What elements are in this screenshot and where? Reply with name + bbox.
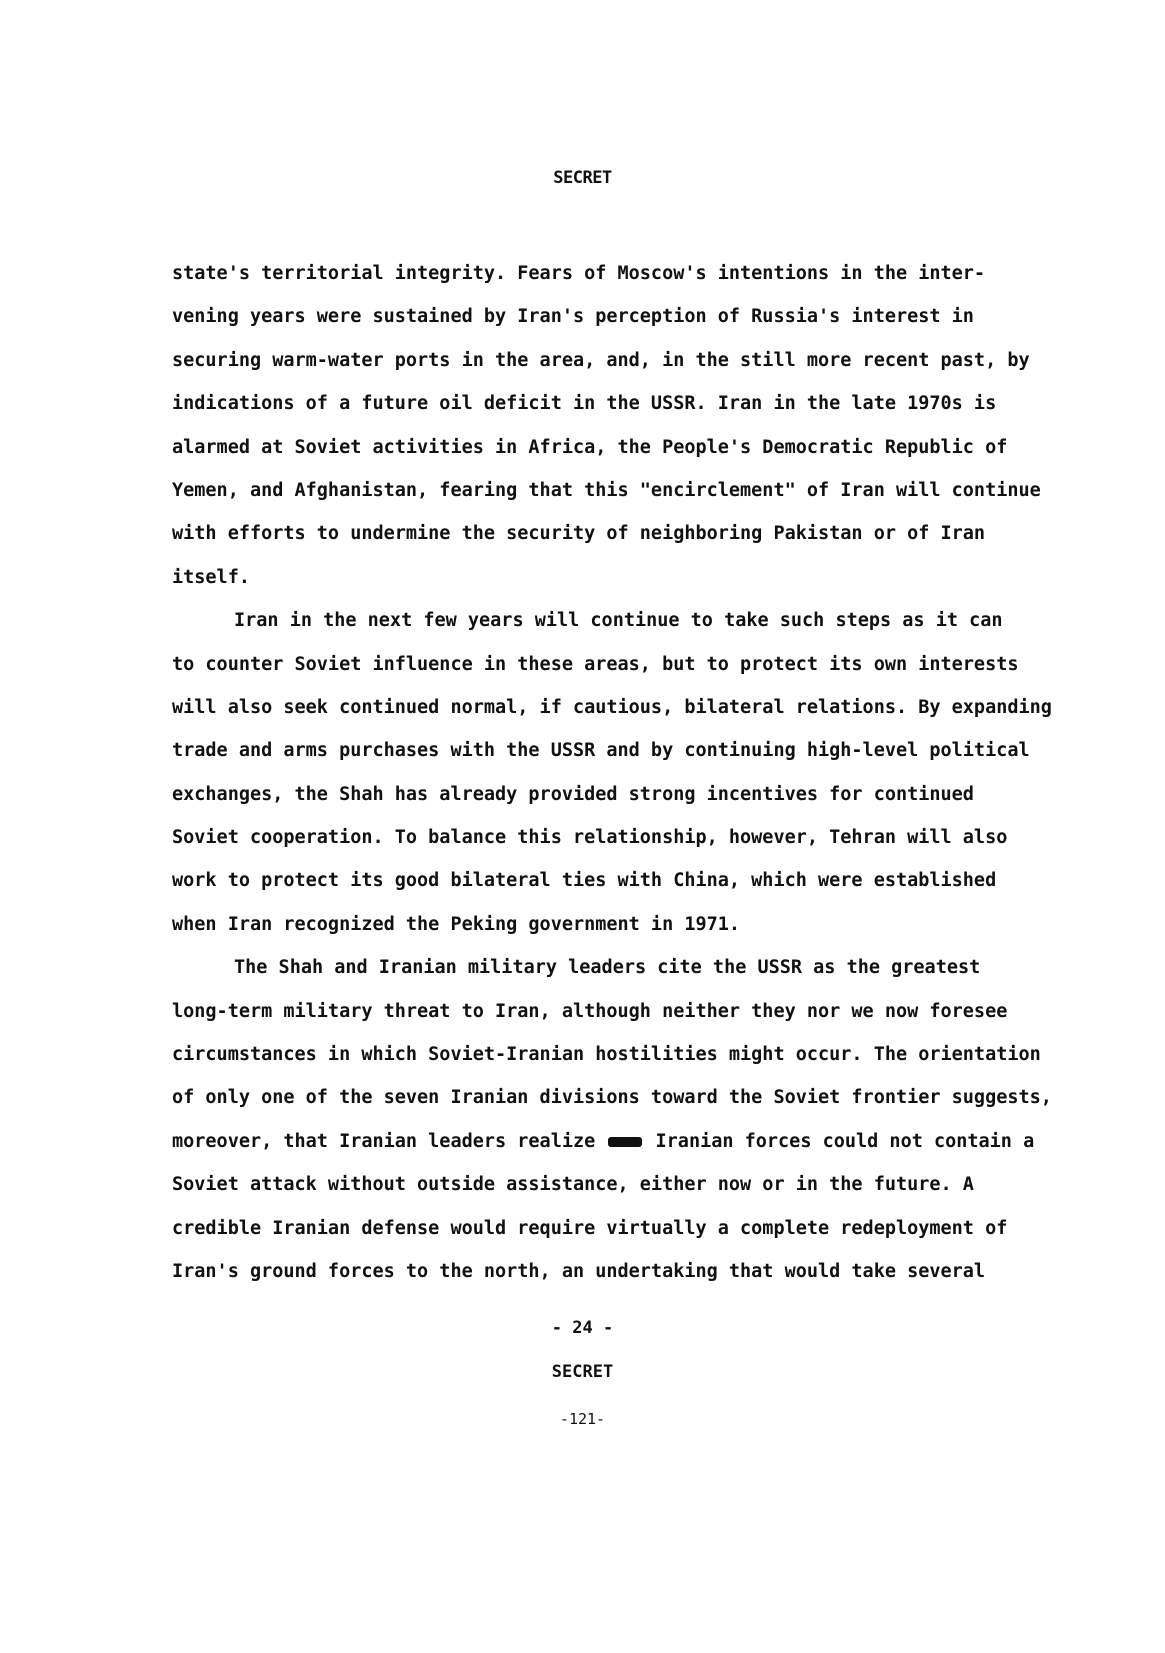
text-line: work to protect its good bilateral ties with China, which were established [172,870,997,892]
text-line: Soviet cooperation. To balance this relationship, however, Tehran will also [172,827,1008,849]
body-text [172,252,1052,1293]
text-line: to counter Soviet influence in these areas, but to protect its own interests [172,653,1019,675]
paragraph-start-line: The Shah and Iranian military leaders cite the USSR as the greatest [234,957,981,979]
paragraph-start-line: Iran in the next few years will continue to take such steps as it can [234,610,1003,632]
classification-marking-top: SECRET [553,168,612,188]
text-line: of only one of the seven Iranian divisions toward the Soviet frontier suggests, [172,1087,1052,1109]
document-number: -121- [559,1410,606,1428]
text-line: Yemen, and Afghanistan, fearing that this "encirclement" of Iran will continue [172,479,1041,501]
text-line: securing warm-water ports in the area, and, in the still more recent past, by [172,349,1030,371]
page-number: - 24 - [551,1318,614,1338]
text-line: indications of a future oil deficit in the USSR. Iran in the late 1970s is [172,393,997,415]
text-line: will also seek continued normal, if cautious, bilateral relations. By expanding [172,696,1052,718]
text-line: itself. [172,566,250,588]
text-line: long-term military threat to Iran, although neither they nor we now foresee [172,1000,1008,1022]
text-line: with efforts to undermine the security of neighboring Pakistan or of Iran [172,523,986,545]
text-line: exchanges, the Shah has already provided strong incentives for continued [172,783,974,805]
classification-marking-bottom: SECRET [551,1362,614,1382]
text-line: state's territorial integrity. Fears of Moscow's intentions in the inter- [172,263,986,284]
text-line: vening years were sustained by Iran's perception of Russia's interest in [172,306,974,328]
text-segment: Iranian forces could not contain a [655,1130,1035,1152]
text-line: circumstances in which Soviet-Iranian hostilities might occur. The orientation [172,1044,1041,1066]
text-line: when Iran recognized the Peking government in 1971. [172,913,741,935]
text-line: Soviet attack without outside assistance, either now or in the future. A [172,1174,974,1196]
redaction-mark [608,1137,642,1147]
text-segment: moreover, that Iranian leaders realize [172,1130,596,1152]
text-line: Iran's ground forces to the north, an undertaking that would take several [172,1260,986,1282]
text-line-with-redaction [172,1120,1042,1163]
text-line: credible Iranian defense would require virtually a complete redeployment of [172,1217,1008,1239]
text-line: alarmed at Soviet activities in Africa, the People's Democratic Republic of [172,436,1008,458]
text-line: trade and arms purchases with the USSR and by continuing high-level political [172,740,1030,762]
